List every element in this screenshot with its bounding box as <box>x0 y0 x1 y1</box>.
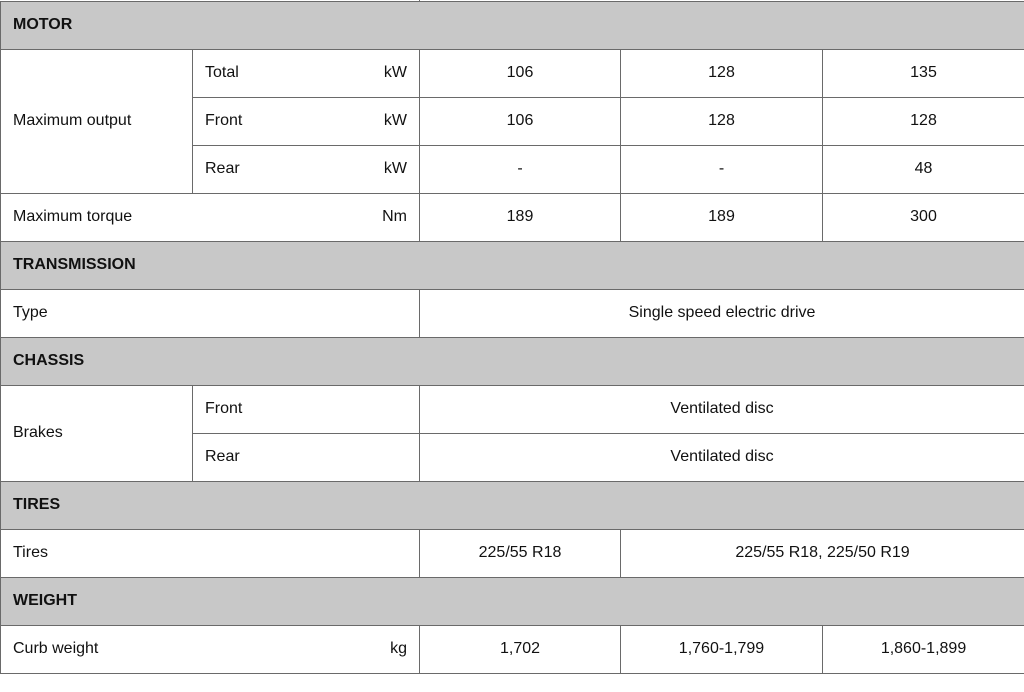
section-title-tires: TIRES <box>1 481 1024 529</box>
table-row <box>1 193 1024 241</box>
value-cell: Single speed electric drive <box>420 289 1024 337</box>
section-row-weight <box>1 577 1024 625</box>
section-row-tires <box>1 481 1024 529</box>
row-label: Maximum torque <box>13 208 133 225</box>
row-label-brakes: Brakes <box>1 385 193 481</box>
sub-label: Rear <box>205 160 240 177</box>
unit-label: kg <box>390 640 407 657</box>
value-cell: 106 <box>420 49 621 97</box>
value-cell: 106 <box>420 97 621 145</box>
value-cell: 225/55 R18, 225/50 R19 <box>621 529 1024 577</box>
sub-label: Rear <box>193 433 420 481</box>
table-row <box>1 529 1024 577</box>
unit-label: kW <box>383 160 407 177</box>
sub-label: Front <box>193 385 420 433</box>
section-row-transmission <box>1 241 1024 289</box>
value-cell: 128 <box>621 97 823 145</box>
value-cell: 300 <box>823 193 1024 241</box>
section-row-chassis <box>1 337 1024 385</box>
section-title-motor: MOTOR <box>1 1 1024 49</box>
sub-cell <box>193 49 420 97</box>
value-cell: 1,760-1,799 <box>621 625 823 673</box>
value-cell: 1,860-1,899 <box>823 625 1024 673</box>
value-cell: 189 <box>420 193 621 241</box>
value-cell: Ventilated disc <box>420 433 1024 481</box>
sub-cell <box>193 97 420 145</box>
sub-label: Total <box>205 64 239 81</box>
section-title-transmission: TRANSMISSION <box>1 241 1024 289</box>
section-title-chassis: CHASSIS <box>1 337 1024 385</box>
value-cell: 189 <box>621 193 823 241</box>
row-label-tires: Tires <box>1 529 420 577</box>
unit-label: kW <box>383 112 407 129</box>
section-row-motor <box>1 1 1024 49</box>
section-title-weight: WEIGHT <box>1 577 1024 625</box>
table-row <box>1 625 1024 673</box>
value-cell: 128 <box>621 49 823 97</box>
row-label-maximum-torque <box>1 193 420 241</box>
row-label-type: Type <box>1 289 420 337</box>
value-cell: 1,702 <box>420 625 621 673</box>
unit-label: Nm <box>382 208 407 225</box>
table-row <box>1 49 1024 97</box>
value-cell: Ventilated disc <box>420 385 1024 433</box>
value-cell: - <box>420 145 621 193</box>
sub-label: Front <box>205 112 243 129</box>
table-row <box>1 385 1024 433</box>
row-label-curb-weight <box>1 625 420 673</box>
sub-cell <box>193 145 420 193</box>
value-cell: 135 <box>823 49 1024 97</box>
unit-label: kW <box>383 64 407 81</box>
value-cell: - <box>621 145 823 193</box>
table-row <box>1 289 1024 337</box>
row-label: Curb weight <box>13 640 99 657</box>
value-cell: 225/55 R18 <box>420 529 621 577</box>
row-label-maximum-output: Maximum output <box>1 49 193 193</box>
value-cell: 48 <box>823 145 1024 193</box>
value-cell: 128 <box>823 97 1024 145</box>
